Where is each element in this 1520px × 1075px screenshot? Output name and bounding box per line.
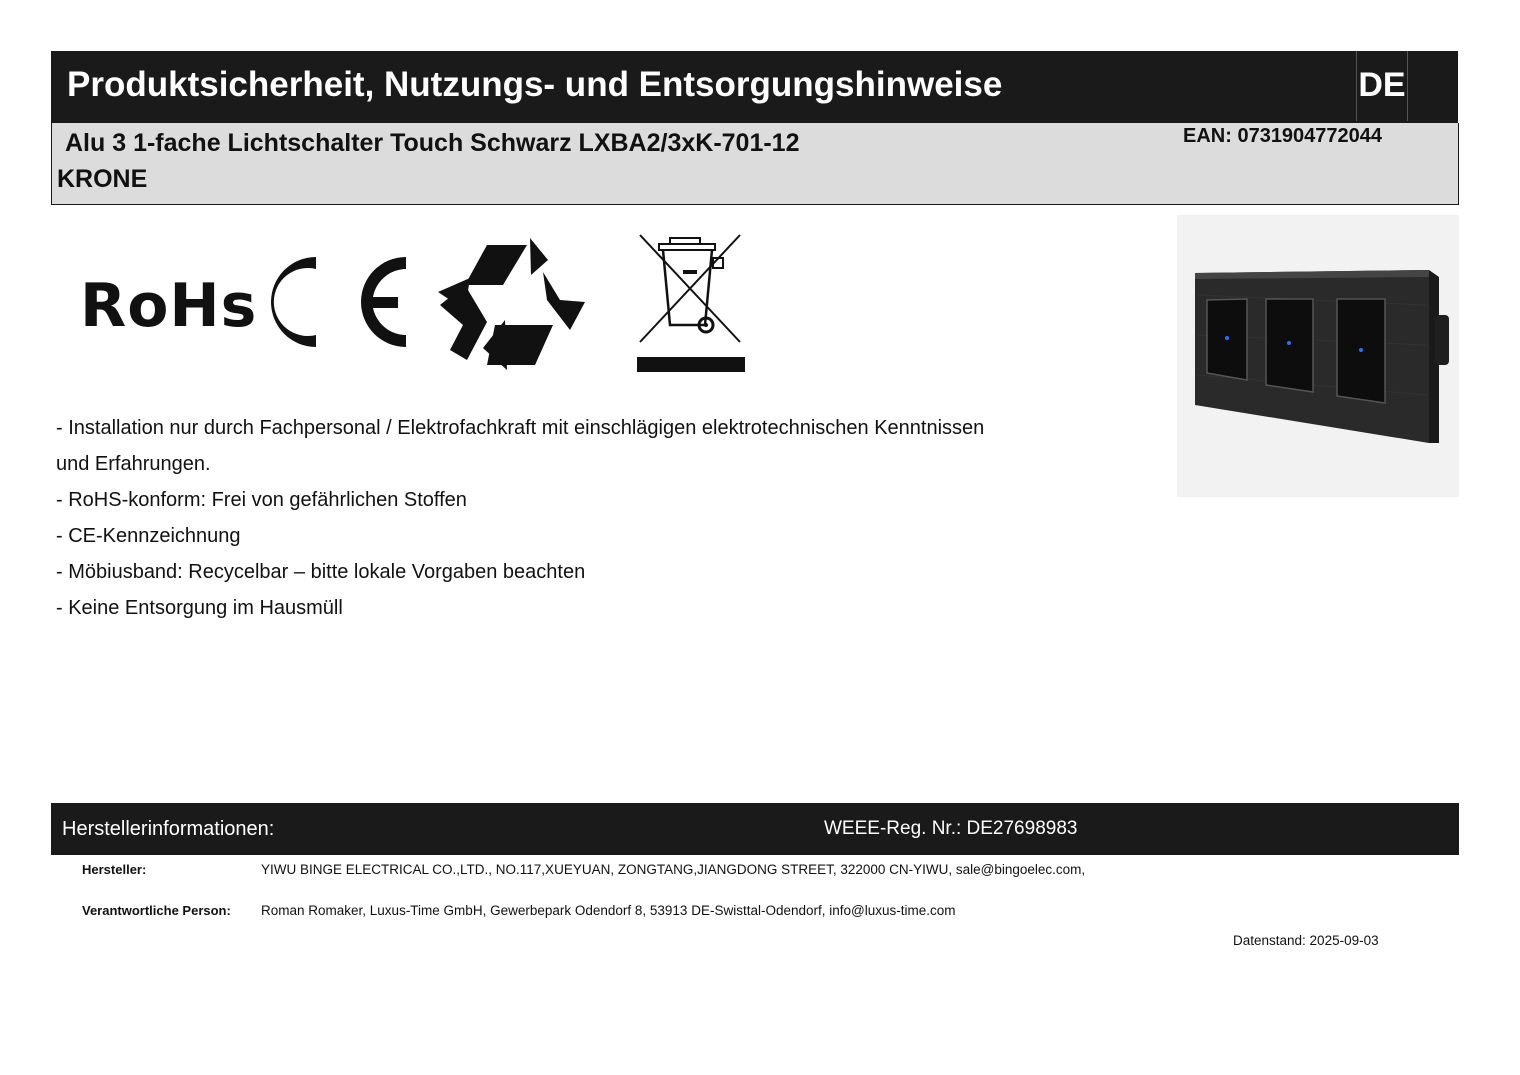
info-line: - RoHS-konform: Frei von gefährlichen Stoffen	[56, 489, 467, 511]
responsible-person-label: Verantwortliche Person:	[82, 903, 231, 918]
language-badge: DE	[1356, 51, 1408, 121]
info-line: - CE-Kennzeichnung	[56, 525, 241, 547]
weee-crossed-bin-icon	[635, 230, 750, 375]
touch-panel-1	[1207, 299, 1247, 380]
header-bar	[51, 51, 1458, 123]
ean-code: EAN: 0731904772044	[1183, 125, 1383, 147]
responsible-person-value: Roman Romaker, Luxus-Time GmbH, Gewerbepark Odendorf 8, 53913 DE-Swisttal-Odendorf, info@luxus-time.com	[261, 903, 956, 918]
info-line: und Erfahrungen.	[56, 453, 211, 475]
info-line: - Keine Entsorgung im Hausmüll	[56, 597, 343, 619]
rohs-icon: RoHs	[80, 271, 258, 341]
light-switch-image	[1177, 215, 1459, 497]
hersteller-label: Hersteller:	[82, 862, 147, 877]
page-title: Produktsicherheit, Nutzungs- und Entsorgungshinweise	[67, 65, 1003, 104]
hersteller-value: YIWU BINGE ELECTRICAL CO.,LTD., NO.117,XUEYUAN, ZONGTANG,JIANGDONG STREET, 322000 CN-YIWU, sale@bingoelec.com,	[261, 862, 1086, 877]
touch-panel-3	[1337, 299, 1385, 403]
weee-registration: WEEE-Reg. Nr.: DE27698983	[824, 818, 1078, 839]
product-name: Alu 3 1-fache Lichtschalter Touch Schwarz LXBA2/3xK-701-12	[65, 129, 800, 157]
touch-panel-2	[1266, 299, 1313, 392]
manufacturer-bar	[51, 803, 1459, 855]
info-line: - Installation nur durch Fachpersonal / Elektrofachkraft mit einschlägigen elektrotechnischen Kenntnissen	[56, 417, 985, 439]
brand-name: KRONE	[57, 165, 148, 193]
product-info-bar	[51, 123, 1459, 205]
safety-info-list	[56, 410, 1136, 626]
product-image	[1177, 215, 1459, 497]
info-line: - Möbiusband: Recycelbar – bitte lokale Vorgaben beachten	[56, 561, 586, 583]
recycling-icon	[435, 230, 587, 380]
ce-mark-icon	[258, 247, 408, 357]
compliance-symbols	[70, 225, 770, 385]
date-stamp: Datenstand: 2025-09-03	[1233, 933, 1379, 948]
manufacturer-section-title: Herstellerinformationen:	[62, 818, 275, 840]
